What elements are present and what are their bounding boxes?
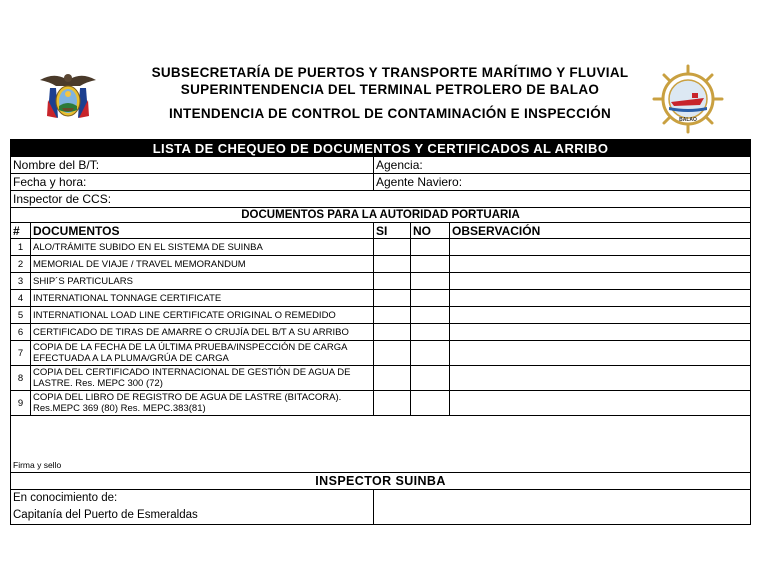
row-number: 7 [11,341,31,366]
ecuador-coat-of-arms-icon [36,70,100,122]
row-number: 4 [11,290,31,307]
document-name: COPIA DEL LIBRO DE REGISTRO DE AGUA DE LASTRE (BITACORA). Res.MEPC 369 (80) Res. MEPC.383(81) [31,391,374,416]
document-name: SHIP´S PARTICULARS [31,273,374,290]
no-checkbox[interactable] [411,391,450,416]
si-checkbox[interactable] [374,366,411,391]
agencia-field[interactable]: Agencia: [374,157,751,174]
no-checkbox[interactable] [411,324,450,341]
checklist-form [10,139,750,525]
si-checkbox[interactable] [374,307,411,324]
table-row [11,324,751,341]
row-number: 1 [11,239,31,256]
si-checkbox[interactable] [374,391,411,416]
observacion-field[interactable] [450,366,751,391]
si-checkbox[interactable] [374,341,411,366]
capitania-label: Capitanía del Puerto de Esmeraldas [13,509,198,521]
no-checkbox[interactable] [411,273,450,290]
no-checkbox[interactable] [411,341,450,366]
col-num-header: # [11,223,31,239]
no-checkbox[interactable] [411,239,450,256]
observacion-field[interactable] [450,290,751,307]
table-row [11,256,751,273]
table-row [11,307,751,324]
si-checkbox[interactable] [374,290,411,307]
col-documentos-header: DOCUMENTOS [31,223,374,239]
table-row [11,290,751,307]
row-number: 2 [11,256,31,273]
agente-naviero-field[interactable]: Agente Naviero: [374,174,751,191]
observacion-field[interactable] [450,239,751,256]
form-title: LISTA DE CHEQUEO DE DOCUMENTOS Y CERTIFICADOS AL ARRIBO [11,140,751,157]
col-si-header: SI [374,223,411,239]
si-checkbox[interactable] [374,239,411,256]
no-checkbox[interactable] [411,256,450,273]
row-number: 6 [11,324,31,341]
row-number: 5 [11,307,31,324]
fecha-hora-field[interactable]: Fecha y hora: [11,174,374,191]
seal-text: BALAO [679,117,697,123]
inspector-signature-field[interactable] [374,490,751,525]
table-row [11,366,751,391]
row-number: 8 [11,366,31,391]
row-number: 9 [11,391,31,416]
document-name: INTERNATIONAL TONNAGE CERTIFICATE [31,290,374,307]
header-line-superintendencia: SUPERINTENDENCIA DEL TERMINAL PETROLERO DE BALAO [180,82,600,97]
observacion-field[interactable] [450,341,751,366]
ship-wheel-balao-seal-icon [652,64,724,134]
table-row [11,273,751,290]
observacion-field[interactable] [450,324,751,341]
si-checkbox[interactable] [374,256,411,273]
no-checkbox[interactable] [411,307,450,324]
table-row [11,239,751,256]
no-checkbox[interactable] [411,366,450,391]
header-line-intendencia: INTENDENCIA DE CONTROL DE CONTAMINACIÓN E INSPECCIÓN [168,106,612,121]
header-line-subsecretaria: SUBSECRETARÍA DE PUERTOS Y TRANSPORTE MARÍTIMO Y FLUVIAL [151,65,629,80]
document-name: INTERNATIONAL LOAD LINE CERTIFICATE ORIGINAL O REMEDIDO [31,307,374,324]
observacion-field[interactable] [450,391,751,416]
no-checkbox[interactable] [411,290,450,307]
nombre-bt-field[interactable]: Nombre del B/T: [11,157,374,174]
firma-sello-area[interactable]: Firma y sello [11,416,751,473]
document-name: COPIA DE LA FECHA DE LA ÚLTIMA PRUEBA/INSPECCIÓN DE CARGA EFECTUADA A LA PLUMA/GRÚA DE CARGA [31,341,374,366]
conocimiento-label: En conocimiento de: [13,492,118,504]
observacion-field[interactable] [450,273,751,290]
si-checkbox[interactable] [374,273,411,290]
inspector-suinba-title: INSPECTOR SUINBA [11,473,751,490]
document-name: MEMORIAL DE VIAJE / TRAVEL MEMORANDUM [31,256,374,273]
observacion-field[interactable] [450,307,751,324]
observacion-field[interactable] [450,256,751,273]
col-no-header: NO [411,223,450,239]
section-title: DOCUMENTOS PARA LA AUTORIDAD PORTUARIA [11,208,751,223]
table-row [11,391,751,416]
conocimiento-cell [11,490,374,525]
document-name: CERTIFICADO DE TIRAS DE AMARRE O CRUJÍA DEL B/T A SU ARRIBO [31,324,374,341]
document-name: COPIA DEL CERTIFICADO INTERNACIONAL DE GESTIÓN DE AGUA DE LASTRE. Res. MEPC 300 (72) [31,366,374,391]
inspector-ccs-field[interactable]: Inspector de CCS: [11,191,751,208]
table-row [11,341,751,366]
document-name: ALO/TRÁMITE SUBIDO EN EL SISTEMA DE SUINBA [31,239,374,256]
row-number: 3 [11,273,31,290]
si-checkbox[interactable] [374,324,411,341]
col-observacion-header: OBSERVACIÓN [450,223,751,239]
